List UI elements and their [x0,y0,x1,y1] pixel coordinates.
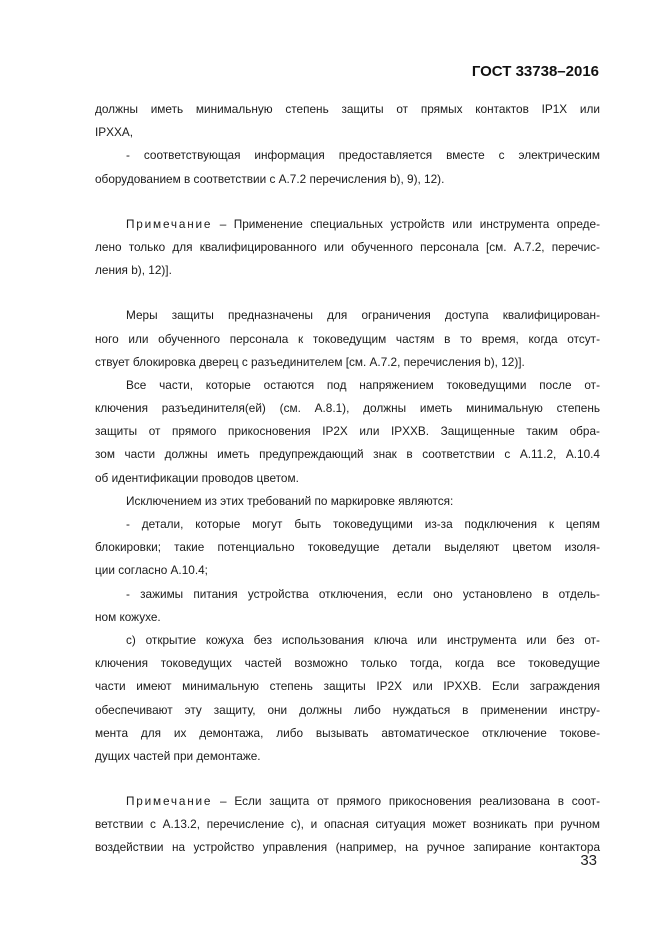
paragraph-gap [95,191,600,213]
text-line: части имеют минимальную степень защиты IP2X или IPXXB. Если заграждения [95,679,600,694]
text-line: ного или обученного персонала к токоведущим частям в то время, когда отсут- [95,331,600,346]
text-line: - соответствующая информация предоставляется вместе с электрическим [126,148,600,163]
text-line: Исключением из этих требований по маркировке являются: [126,493,454,508]
text-line: ветствии с А.13.2, перечисление с), и опасная ситуация может возникать при ручном [95,817,600,832]
paragraph-gap [95,768,600,790]
text-line: должны иметь минимальную степень защиты от прямых контактов IP1X или [95,102,600,116]
text-line: - зажимы питания устройства отключения, если оно установлено в отдель- [126,586,600,601]
text-fragment: – Если защита от прямого прикосновения реализована в соот- [212,794,600,809]
paragraph [95,374,600,490]
text-line: IPXXA, [95,125,134,140]
document-body [95,98,600,860]
text-line: воздействии на устройство управления (например, на ручное запирание контактора [95,840,600,855]
text-line: ции согласно А.10.4; [95,563,208,578]
text-fragment: – Применение специальных устройств или инструмента опреде- [212,216,600,231]
text-line: оборудованием в соответствии с А.7.2 перечисления b), 9), 12). [95,171,445,186]
paragraph [95,304,600,374]
paragraph-gap [95,282,600,304]
note-block [95,213,600,283]
text-line: ключения разъединителя(ей) (см. А.8.1), должны иметь минимальную степень [95,401,600,416]
note-label: Примечание [126,794,213,809]
text-line: ствует блокировка дверец с разъединителем [см. А.7.2, перечисления b), 12)]. [95,354,525,369]
text-line: блокировки; такие потенциально токоведущие детали выделяют цветом изоля- [95,540,600,555]
text-line: Меры защиты предназначены для ограничения доступа квалифицирован- [126,308,600,323]
standard-code-header: ГОСТ 33738–2016 [471,63,599,80]
paragraph-list-item [95,513,600,583]
text-line: ном кожухе. [95,609,161,624]
paragraph-list-item [95,629,600,768]
paragraph [95,490,600,513]
text-line: - детали, которые могут быть токоведущими из-за подключения к цепям [126,517,600,531]
text-line: обеспечивают эту защиту, они должны либо нуждаться в применении инстру- [95,702,600,717]
text-line: Все части, которые остаются под напряжением токоведущими после от- [126,377,600,392]
paragraph-list-item [95,583,600,629]
text-line: защиты от прямого прикосновения IP2X или IPXXB. Защищенные таким обра- [95,424,600,439]
note-first-line [95,790,600,813]
note-label: Примечание [126,216,213,231]
text-line: лено только для квалифицированного или обученного персонала [см. А.7.2, перечис- [95,239,600,254]
text-line: зом части должны иметь предупреждающий знак в соответствии с А.11.2, А.10.4 [95,447,600,462]
paragraph-list-item [95,144,600,190]
text-line: ключения токоведущих частей возможно только тогда, когда все токоведущие [95,656,600,671]
note-first-line [95,213,600,236]
note-block [95,790,600,860]
text-line: с) открытие кожуха без использования ключа или инструмента или без от- [126,632,600,647]
text-line: мента для их демонтажа, либо вызывать автоматическое отключение токове- [95,725,600,740]
page-number: 33 [580,852,597,869]
text-line: дущих частей при демонтаже. [95,748,261,763]
text-line: об идентификации проводов цветом. [95,470,299,485]
text-line: ления b), 12)]. [95,263,172,278]
paragraph-continuation [95,98,600,144]
